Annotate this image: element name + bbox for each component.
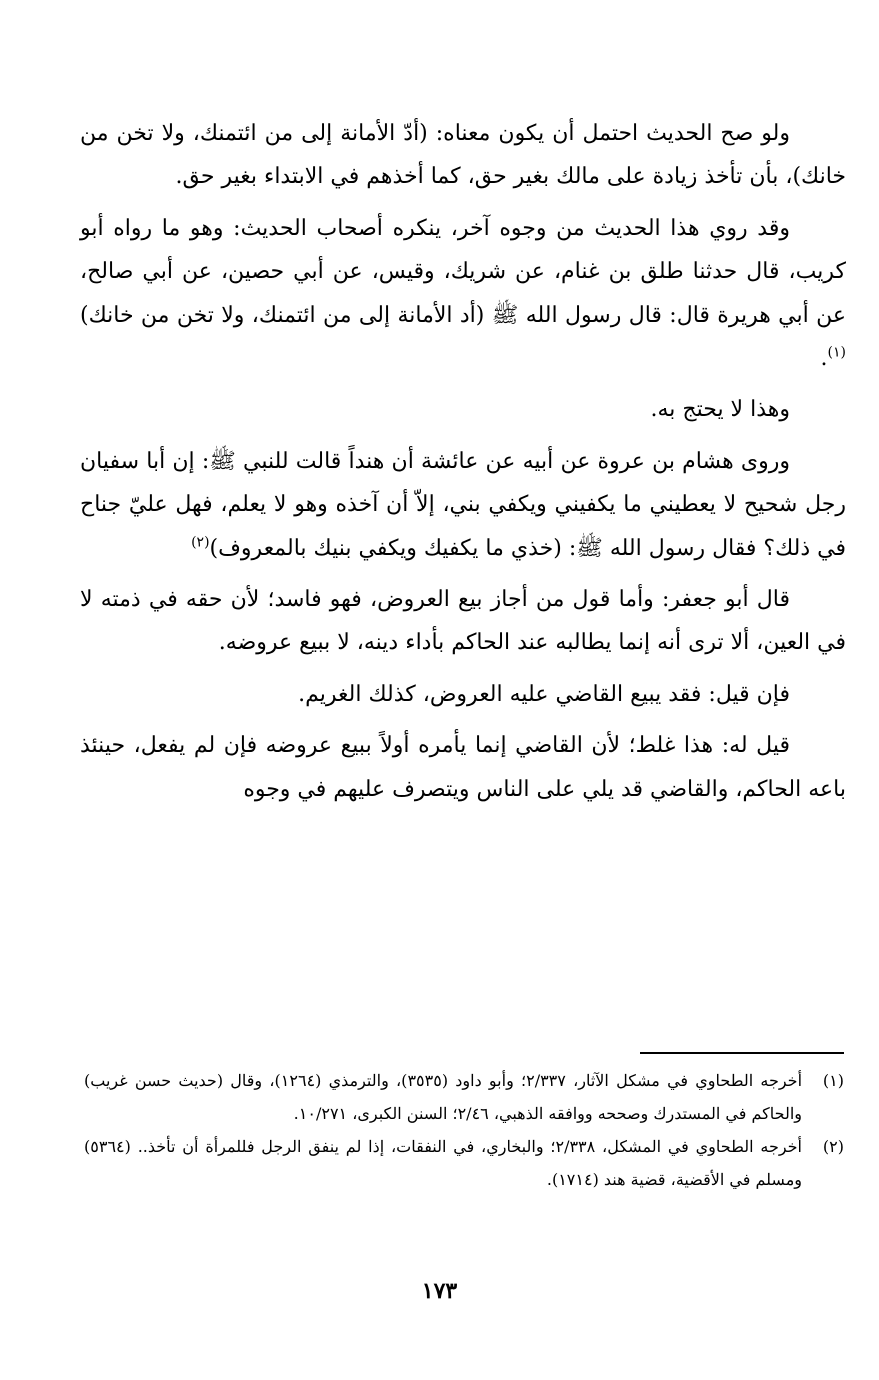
paragraph-4: وروى هشام بن عروة عن أبيه عن عائشة أن هنداً قالت للنبي ﷺ: إن أبا سفيان رجل شحيح لا يعطيني ما يكفيني ويكفي بني، إلاّ أن آخذه وهو لا يعلم، فهل عليّ جناح في ذلك؟ فقال رسول الله ﷺ: (خذي ما يكفيك ويكفي بنيك بالمعروف)$^{(٢)}$ [80,448,846,561]
footnote-ref-2[interactable]: (٢) [191,534,210,551]
footnote-ref-1[interactable]: (١) [827,344,846,361]
paragraph-5: قال أبو جعفر: وأما قول من أجاز بيع العروض، فهو فاسد؛ لأن حقه في ذمته لا في العين، ألا ترى أنه إنما يطالبه عند الحاكم بأداء دينه، لا ببيع عروضه. [80,587,846,656]
page-number: ١٧٣ [421,1278,458,1304]
paragraph-1: ولو صح الحديث احتمل أن يكون معناه: (أدّ الأمانة إلى من ائتمنك، ولا تخن من خانك)، بأن تأخذ زيادة على مالك بغير حق، كما أخذهم في الابتداء بغير حق. [80,121,846,190]
main-text [80,112,846,819]
paragraph-2: وقد روي هذا الحديث من وجوه آخر، ينكره أصحاب الحديث: وهو ما رواه أبو كريب، قال حدثنا طلق بن غنام، عن شريك، وقيس، عن أبي حصين، عن أبي صالح، عن أبي هريرة قال: قال رسول الله ﷺ (أد الأمانة إلى من ائتمنك، ولا تخن من خانك)$^{(١)}$. [80,215,846,372]
paragraph-7: قيل له: هذا غلط؛ لأن القاضي إنما يأمره أولاً ببيع عروضه فإن لم يفعل، حينئذ باعه الحاكم، والقاضي قد يلي على الناس ويتصرف عليهم في وجوه [80,733,846,802]
footnote-number: (١) [822,1071,844,1090]
footnote-text: أخرجه الطحاوي في المشكل، ٢/٣٣٨؛ والبخاري، في النفقات، إذا لم ينفق الرجل فللمرأة أن تأخذ.. (٥٣٦٤) ومسلم في الأقضية، قضية هند (١٧١٤). [84,1137,803,1189]
footnote-number: (٢) [822,1137,844,1156]
footnotes [84,1064,844,1196]
footnote-separator [640,1052,844,1054]
footnote-2 [84,1130,844,1196]
paragraph-6: فإن قيل: فقد يبيع القاضي عليه العروض، كذلك الغريم. [298,681,790,707]
footnote-text: أخرجه الطحاوي في مشكل الآثار، ٢/٣٣٧؛ وأبو داود (٣٥٣٥)، والترمذي (١٢٦٤)، وقال (حديث حسن غريب) والحاكم في المستدرك وصححه ووافقه الذهبي، ٢/٤٦؛ السنن الكبرى، ١٠/٢٧١. [84,1071,803,1123]
paragraph-3: وهذا لا يحتج به. [650,397,790,423]
footnote-1 [84,1064,844,1130]
